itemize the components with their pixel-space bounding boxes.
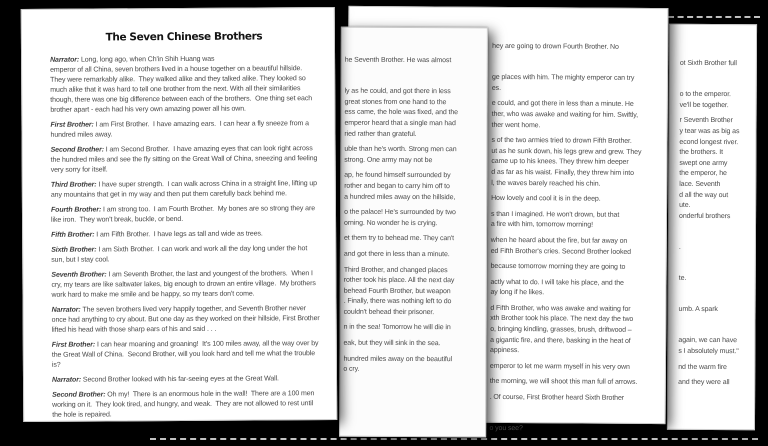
script-line: o to the emperor. [679, 91, 731, 99]
script-line: because tomorrow morning they are going to [490, 262, 626, 271]
script-line: s I absolutely must." [678, 347, 739, 356]
script-line: actly what to do. I will take his place, and the [490, 278, 624, 287]
script-line: uble than he's worth. Strong men can [344, 145, 457, 154]
script-line: l, the waves barely reached his chin. [491, 179, 601, 188]
script-line: e could, and got there in less than a minute. He [491, 100, 634, 109]
script-line: great stones from one hand to the [344, 98, 447, 106]
script-line: ge places with him. The mighty emperor can try [491, 74, 635, 83]
page-1-script-body [50, 54, 320, 421]
script-line: hundred miles away on the beautiful [343, 355, 453, 363]
speaker-dialogue: Oh my! There is an enormous hole in the wall! There are a 100 men working on it. They look tired, and hungry, and weak. They are not allowed to rest until the hole is repaired. [52, 390, 317, 419]
script-line: Third Brother, and changed places [343, 266, 448, 274]
script-line: d all the way out [679, 191, 729, 199]
script-line: r Seventh Brother [679, 117, 733, 125]
speaker-dialogue: The seven brothers lived very happily together, and Seventh Brother never once had anything to cry about. But one day as they worked on their hillside, First Brother lifted his head with those sharp ears of his and said . . . [51, 305, 322, 334]
script-line: emperor heard that a single man had [344, 119, 456, 128]
script-paragraph-fragment [679, 227, 739, 238]
script-line: came up to his knees. They threw him deeper [491, 158, 629, 167]
script-line: couldn't behead their prisoner. [343, 308, 435, 316]
script-paragraph-fragment [345, 56, 458, 67]
script-line: onderful brothers [679, 212, 731, 220]
script-paragraph-fragment [344, 171, 458, 203]
script-line: te. [678, 274, 687, 282]
script-paragraph-fragment [490, 377, 640, 389]
speaker-label: First Brother: [51, 341, 97, 349]
script-line: eak, but they will sink in the sea. [343, 339, 441, 348]
script-line: ed Fifth Brother's cries. Second Brother looked [490, 247, 631, 256]
speaker-label: Second Brother: [50, 146, 106, 154]
page-2-text-column [343, 56, 458, 381]
script-paragraph-fragment [491, 236, 641, 258]
script-paragraph-fragment [678, 362, 738, 373]
script-paragraph-fragment [678, 321, 738, 332]
speaker-dialogue: I can hear moaning and groaning! It's 100 miles away, all the way over by the Great Wall of China. Second Brother, will you look hard and tell me what the trouble is? [51, 340, 321, 369]
script-line: d Fifth Brother, who was awake and waiting for [490, 304, 631, 313]
script-line: lace. Seventh [679, 180, 721, 188]
script-line: orning. No wonder he is crying. [344, 219, 438, 227]
page-title: The Seven Chinese Brothers [105, 30, 263, 44]
script-paragraph-fragment [491, 194, 641, 206]
script-paragraph-fragment [492, 42, 642, 54]
script-line: again, we can have [678, 337, 737, 345]
script-paragraph-fragment [490, 393, 640, 405]
script-line: es. [491, 84, 501, 92]
speaker-dialogue: I am strong too. I am Fourth Brother. My bones are so strong they are like iron. They won't break, buckle, or bend. [51, 205, 317, 224]
script-line: hey are going to drown Fourth Brother. No [492, 42, 619, 51]
script-paragraph-fragment [490, 362, 640, 374]
script-line: ly as he could, and got there in less [344, 87, 451, 96]
script-line [345, 71, 458, 82]
script-line: s than I imagined. He won't drown, but that [490, 210, 620, 219]
script-paragraph-fragment [492, 73, 642, 95]
speaker-dialogue: Long, long ago, when Ch'in Shih Huang was emperor of all China, seven brothers lived in a house together on a beautiful hillside. They were remarkably alike. They walked alike and they talked alike. They looked so much alike that it was hard to tell one brother from the next. With all their similarities though, there was one big difference between each of the brothers. One thing set each brother apart - each had his very own amazing power all his own. [50, 55, 314, 114]
speaker-label: First Brother: [50, 121, 96, 129]
speaker-label: Seventh Brother: [51, 271, 109, 279]
script-line [678, 321, 738, 332]
script-paragraph-fragment [490, 304, 640, 358]
script-line: behead Fourth Brother, but weapon [343, 287, 451, 295]
script-line: . [678, 243, 681, 251]
script-line [680, 74, 740, 85]
script-paragraph-fragment [678, 336, 738, 358]
script-paragraph-fragment [344, 234, 457, 245]
script-line: the brothers. It [679, 148, 723, 157]
script-line: y tear was as big as [679, 127, 740, 136]
speaker-label: Narrator: [50, 56, 81, 64]
script-paragraph-fragment [680, 59, 740, 70]
script-paragraph-fragment [492, 57, 642, 69]
script-paragraph-fragment [679, 305, 739, 316]
script-line: nd the warm fire [678, 363, 727, 371]
script-paragraph-fragment [679, 243, 739, 254]
page-3-text-column [489, 42, 642, 441]
script-line: ve'll be together. [679, 101, 729, 109]
script-paragraph-fragment [344, 145, 458, 167]
script-line: ay long if he likes. [490, 289, 545, 297]
script-line: o cry. [343, 365, 360, 374]
script-line: a fire with him, tomorrow morning! [490, 221, 593, 229]
script-line: s of the two armies tried to drown Fifth Brother. [491, 137, 632, 146]
script-paragraph-fragment [344, 250, 457, 261]
speaker-label: Narrator: [51, 376, 83, 384]
script-line: a gigantic fire, and there, basking in the heat of [490, 336, 631, 345]
script-paragraph-fragment [489, 424, 639, 436]
script-paragraph-fragment [490, 278, 640, 300]
speaker-label: Sixth Brother: [51, 246, 99, 254]
script-line: ut as he sunk down, his legs grew and grew. They [491, 147, 642, 156]
script-line: econd longest river. [679, 138, 739, 146]
speaker-label: Narrator: [51, 306, 83, 314]
script-line: o the palace! He's surrounded by two [344, 208, 456, 217]
script-line [492, 57, 642, 69]
script-paragraph [51, 269, 319, 301]
script-line: ot Sixth Brother full [679, 59, 737, 68]
speaker-label: Fifth Brother: [51, 231, 97, 239]
story-page-4[interactable] [667, 24, 757, 430]
script-line: ess came, the hole was fixed, and the [344, 109, 458, 117]
script-paragraph-fragment [679, 274, 739, 285]
script-line: How lovely and cool it is in the deep. [491, 195, 601, 203]
speaker-dialogue: I am Sixth Brother. I can work and work all the day long under the hot sun, but I stay cool. [51, 245, 310, 264]
script-paragraph-fragment [679, 290, 739, 301]
script-line: when he heard about the fire, but far away on [490, 236, 628, 245]
script-line: swept one army [679, 159, 728, 167]
script-paragraph-fragment [490, 409, 640, 421]
script-paragraph-fragment [491, 210, 641, 232]
script-paragraph-fragment [680, 74, 740, 85]
script-paragraph [51, 204, 319, 226]
script-line: ther went home. [491, 121, 541, 129]
script-paragraph [50, 119, 318, 141]
script-line: rother and began to carry him off to [344, 182, 450, 191]
script-line: a hundred miles away on the hillside, [344, 193, 456, 201]
speaker-dialogue: I am Fifth Brother. I have legs as tall and wide as trees. [96, 230, 263, 239]
script-paragraph-fragment [344, 87, 458, 140]
speaker-dialogue: I am First Brother. I have amazing ears. I can hear a fly sneeze from a hundred miles away. [50, 120, 311, 139]
speaker-dialogue: Second Brother looked with his far-seeing eyes at the Great Wall. [82, 375, 279, 384]
script-line: o you see? [489, 425, 523, 433]
script-paragraph-fragment [343, 339, 456, 350]
script-line: ther, who was awake and waiting for him. Swiftly, [491, 110, 639, 119]
script-paragraph-fragment [678, 378, 738, 389]
script-paragraph [51, 244, 319, 266]
script-paragraph-fragment [680, 90, 740, 112]
script-line: emperor to let me warm myself in his very own [489, 362, 630, 371]
script-line: the emperor, he [679, 170, 727, 178]
script-line: and got there in less than a minute. [343, 250, 450, 259]
speaker-dialogue: I am Seventh Brother, the last and youngest of the brothers. When I cry, my tears are like saltwater lakes, big enough to drown an entire village. My brothers work hard to make me smile and be happy, so my tears don't come. [51, 270, 318, 299]
script-line: umb. A spark [678, 306, 718, 314]
speaker-label: Third Brother: [50, 181, 99, 189]
script-line [679, 227, 739, 238]
script-paragraph [50, 54, 318, 116]
hidden-page-edge-bottom [150, 438, 758, 440]
script-paragraph-fragment [344, 323, 457, 334]
script-paragraph [51, 144, 319, 176]
hidden-page-edge-top [668, 16, 760, 18]
script-line: appiness. [490, 347, 520, 355]
script-line: d as far as his waist. Finally, they threw him into [491, 168, 634, 177]
script-line: ap, he found himself surrounded by [344, 172, 451, 180]
script-paragraph-fragment [344, 208, 458, 230]
script-line: ute. [679, 201, 691, 210]
script-paragraph-fragment [343, 354, 457, 376]
script-line: the morning, we will shoot this man full of arrows. [489, 378, 638, 387]
script-paragraph [52, 304, 320, 336]
script-line: strong. One army may not be [344, 156, 433, 164]
script-paragraph [52, 374, 320, 386]
script-line: o, bringing kindling, grasses, brush, driftwood – [490, 325, 632, 334]
script-line: he Seventh Brother. He was almost [344, 56, 452, 65]
script-line: . Finally, there was nothing left to do [343, 297, 452, 306]
script-paragraph-fragment [679, 116, 740, 222]
script-line: xth Brother took his place. The next day the two [490, 315, 634, 324]
script-line [679, 290, 739, 301]
script-paragraph-fragment [345, 71, 458, 82]
script-line: rother took his place. All the next day [343, 276, 455, 285]
script-line [490, 409, 640, 421]
script-paragraph-fragment [491, 136, 641, 190]
script-paragraph [52, 339, 320, 371]
speaker-label: Fourth Brother: [50, 206, 104, 214]
speaker-dialogue: I have super strength. I can walk across China in a straight line, lifting up any mountains that get in my way and then put them carefully back behind me. [50, 180, 319, 199]
script-paragraph-fragment [344, 265, 458, 318]
script-line: ried rather than grateful. [344, 130, 417, 138]
script-paragraph-fragment [491, 262, 641, 274]
page-4-text-column [678, 59, 740, 394]
script-paragraph-fragment [492, 99, 642, 132]
script-paragraph [52, 389, 320, 421]
story-page-2[interactable] [339, 27, 488, 438]
story-page-1[interactable] [21, 7, 338, 422]
script-line: . Of course, First Brother heard Sixth Brother [489, 393, 625, 402]
script-line: and they were all [678, 379, 730, 387]
script-line: n in the sea! Tomorrow he will die in [343, 324, 451, 332]
speaker-dialogue: I am Second Brother. I have amazing eyes that can look right across the hundred miles and see the fly sitting on the Great Wall of China, sneezing and feeling very sorry for itself. [50, 145, 320, 174]
script-paragraph [51, 179, 319, 201]
script-paragraph [51, 229, 319, 241]
script-line: et them try to behead me. They can't [343, 235, 455, 243]
script-paragraph-fragment [679, 258, 739, 269]
speaker-label: Second Brother: [52, 391, 108, 399]
script-line [679, 258, 739, 269]
